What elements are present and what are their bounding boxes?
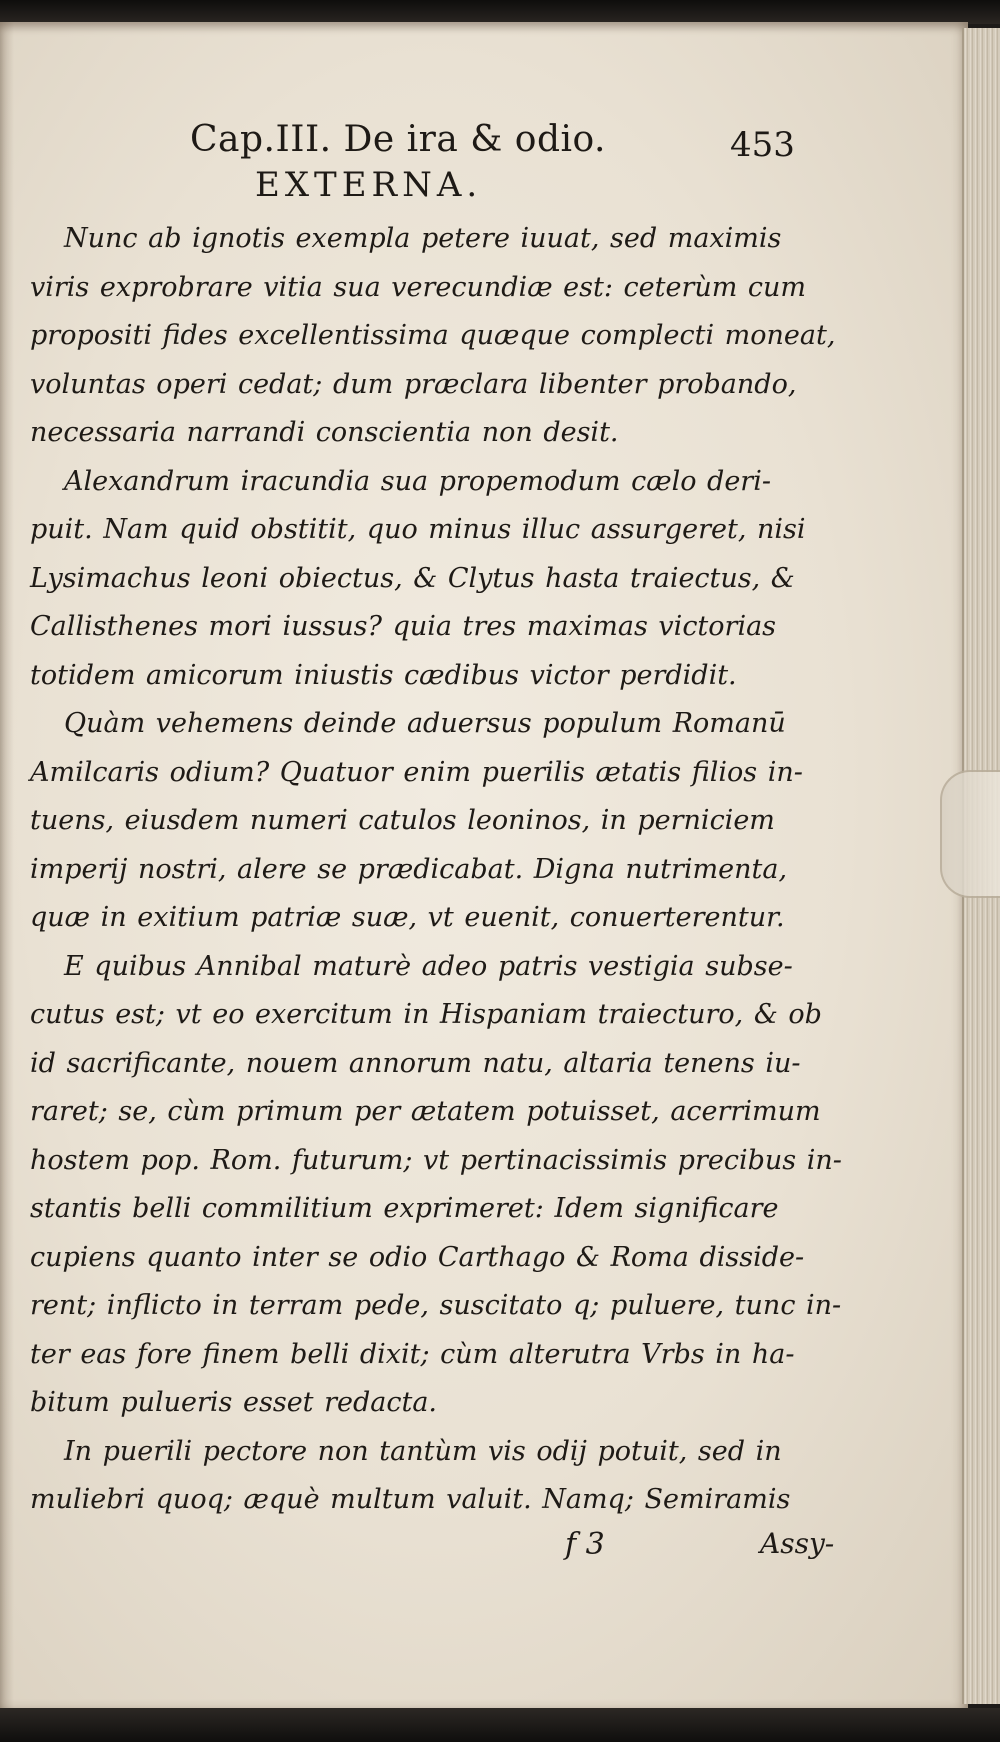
page-text xyxy=(30,115,840,1575)
text-line: cutus est; vt eo exercitum in Hispaniam traiecturo, & ob xyxy=(30,999,822,1030)
text-line: Amilcaris odium? Quatuor enim puerilis ætatis filios in- xyxy=(30,756,803,788)
text-line: necessaria narrandi conscientia non desit. xyxy=(30,417,619,448)
text-line: Lysimachus leoni obiectus, & Clytus hasta traiectus, & xyxy=(30,562,795,594)
scan-top-border xyxy=(0,0,1000,24)
text-line: viris exprobrare vitia sua verecundiæ est: ceterùm cum xyxy=(30,271,807,303)
text-line: In puerili pectore non tantùm vis odij potuit, sed in xyxy=(64,1435,782,1467)
text-line: bitum pulueris esset redacta. xyxy=(30,1387,438,1418)
text-line: cupiens quanto inter se odio Carthago & Roma disside- xyxy=(30,1241,805,1273)
text-line: Callisthenes mori iussus? quia tres maximas victorias xyxy=(30,611,777,642)
text-line: Nunc ab ignotis exempla petere iuuat, sed maximis xyxy=(64,223,782,254)
text-line: muliebri quoq; æquè multum valuit. Namq; Semiramis xyxy=(30,1484,791,1515)
page-footer xyxy=(30,1525,840,1575)
text-line: propositi fides excellentissima quæque complecti moneat, xyxy=(30,320,836,351)
running-title: Cap.III. De ira & odio. xyxy=(190,119,606,160)
text-line: quæ in exitium patriæ suæ, vt euenit, conuerterentur. xyxy=(30,902,785,933)
text-line: raret; se, cùm primum per ætatem potuisset, acerrimum xyxy=(30,1096,821,1127)
text-line: hostem pop. Rom. futurum; vt pertinacissimis precibus in- xyxy=(30,1144,842,1176)
text-line: totidem amicorum iniustis cædibus victor perdidit. xyxy=(30,659,737,691)
text-line: stantis belli commilitium exprimeret: Idem significare xyxy=(30,1193,779,1224)
text-line: ter eas fore finem belli dixit; cùm alterutra Vrbs in ha- xyxy=(30,1338,795,1370)
catchword: Assy- xyxy=(760,1526,835,1560)
text-line: id sacrificante, nouem annorum natu, altaria tenens iu- xyxy=(30,1047,801,1079)
gutter-shadow xyxy=(0,22,14,1710)
signature-mark: f 3 xyxy=(565,1526,605,1562)
text-line: Alexandrum iracundia sua propemodum cælo deri- xyxy=(64,465,771,497)
page-number: 453 xyxy=(730,125,795,165)
body-text xyxy=(30,215,840,1525)
text-line: imperij nostri, alere se prædicabat. Digna nutrimenta, xyxy=(30,853,788,885)
page-tab xyxy=(940,770,1000,898)
text-line: puit. Nam quid obstitit, quo minus illuc assurgeret, nisi xyxy=(30,514,806,545)
text-line: E quibus Annibal maturè adeo patris vestigia subse- xyxy=(64,950,793,982)
section-title: EXTERNA. xyxy=(255,165,483,205)
section-heading xyxy=(30,165,840,211)
text-line: Quàm vehemens deinde aduersus populum Romanū xyxy=(64,708,786,739)
scan-bottom-border xyxy=(0,1708,1000,1742)
text-line: tuens, eiusdem numeri catulos leoninos, in perniciem xyxy=(30,805,775,836)
text-line: rent; inflicto in terram pede, suscitato q; puluere, tunc in- xyxy=(30,1290,842,1321)
text-line: voluntas operi cedat; dum præclara libenter probando, xyxy=(30,368,797,400)
